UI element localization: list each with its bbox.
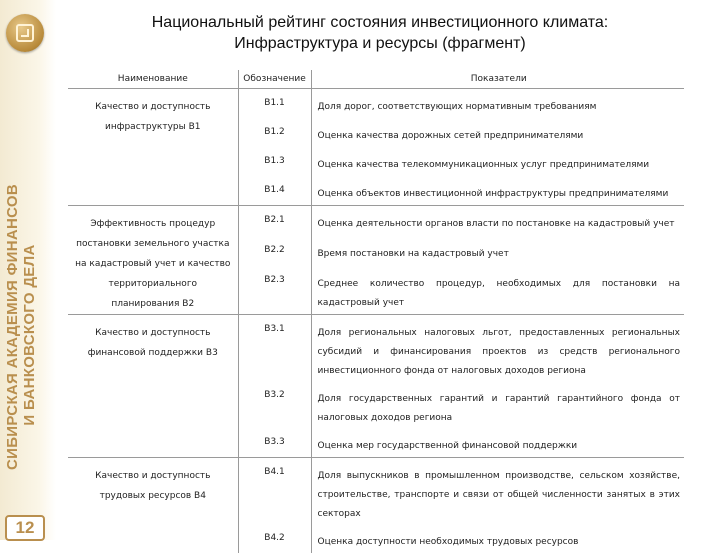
indicator-code: В1.1 [264, 98, 285, 108]
page-title [100, 12, 660, 54]
indicator-text: Оценка деятельности органов власти по постановке на кадастровый учет [317, 219, 675, 229]
group-name: Качество и доступность трудовых ресурсов В4 [95, 471, 211, 501]
indicator-text: Среднее количество процедур, необходимых для постановки на кадастровый учет [317, 278, 680, 308]
table-row [68, 206, 684, 236]
indicator-text: Оценка качества телекоммуникационных услуг предпринимателями [317, 160, 650, 170]
sidebar [0, 0, 56, 540]
group-name: Эффективность процедур постановки земельного участка на кадастровый учет и качество территориального планирования В2 [75, 219, 231, 309]
page-title-line2: Инфраструктура и ресурсы (фрагмент) [234, 35, 526, 52]
indicator-text: Оценка мер государственной финансовой поддержки [317, 441, 578, 451]
logo-emblem-icon [16, 24, 34, 42]
indicator-code: В4.1 [264, 467, 285, 477]
indicator-code: В3.2 [264, 390, 285, 400]
table-row [68, 89, 684, 119]
indicator-code: В3.1 [264, 324, 285, 334]
indicator-code: В3.3 [264, 437, 285, 447]
academy-logo [6, 14, 44, 52]
organization-name [4, 183, 38, 470]
indicator-code: В4.2 [264, 533, 285, 543]
indicator-text: Оценка доступности необходимых трудовых ресурсов [317, 537, 579, 547]
table-row [68, 315, 684, 382]
organization-name-line2: И БАНКОВСКОГО ДЕЛА [21, 244, 38, 426]
indicator-code: В1.3 [264, 156, 285, 166]
group-name: Качество и доступность инфраструктуры В1 [95, 102, 211, 132]
header-name: Наименование [117, 74, 188, 84]
header-code: Обозначение [243, 74, 306, 84]
page-title-line1: Национальный рейтинг состояния инвестиционного климата: [151, 14, 609, 31]
indicator-code: В1.4 [264, 185, 285, 195]
header-indicators: Показатели [470, 74, 527, 84]
table-header-row [68, 70, 684, 89]
indicator-text: Доля региональных налоговых льгот, предоставленных региональных субсидий и финансирования проектов из средств регионального инвестиционного фонда от налоговых доходов региона [317, 328, 680, 376]
indicator-text: Оценка объектов инвестиционной инфраструктуры предпринимателями [317, 189, 669, 199]
indicator-code: В2.3 [264, 274, 285, 285]
indicator-code: В2.2 [264, 244, 285, 255]
group-name: Качество и доступность финансовой поддержки В3 [87, 328, 218, 358]
indicator-code: В2.1 [264, 215, 285, 225]
indicator-code: В1.2 [264, 127, 285, 137]
indicator-text: Время постановки на кадастровый учет [317, 248, 509, 259]
indicator-text: Доля выпускников в промышленном производстве, сельском хозяйстве, строительстве, транспорте и связи от общей численности занятых в этих секторах [317, 471, 680, 519]
indicators-table [68, 70, 684, 553]
indicator-text: Доля дорог, соответствующих нормативным требованиям [317, 102, 597, 112]
organization-name-line1: СИБИРСКАЯ АКАДЕМИЯ ФИНАНСОВ [4, 183, 21, 470]
indicator-text: Оценка качества дорожных сетей предпринимателями [317, 131, 584, 141]
table-row [68, 458, 684, 525]
indicator-text: Доля государственных гарантий и гарантий гарантийного фонда от налоговых доходов региона [317, 394, 680, 423]
page-number: 12 [5, 515, 45, 541]
